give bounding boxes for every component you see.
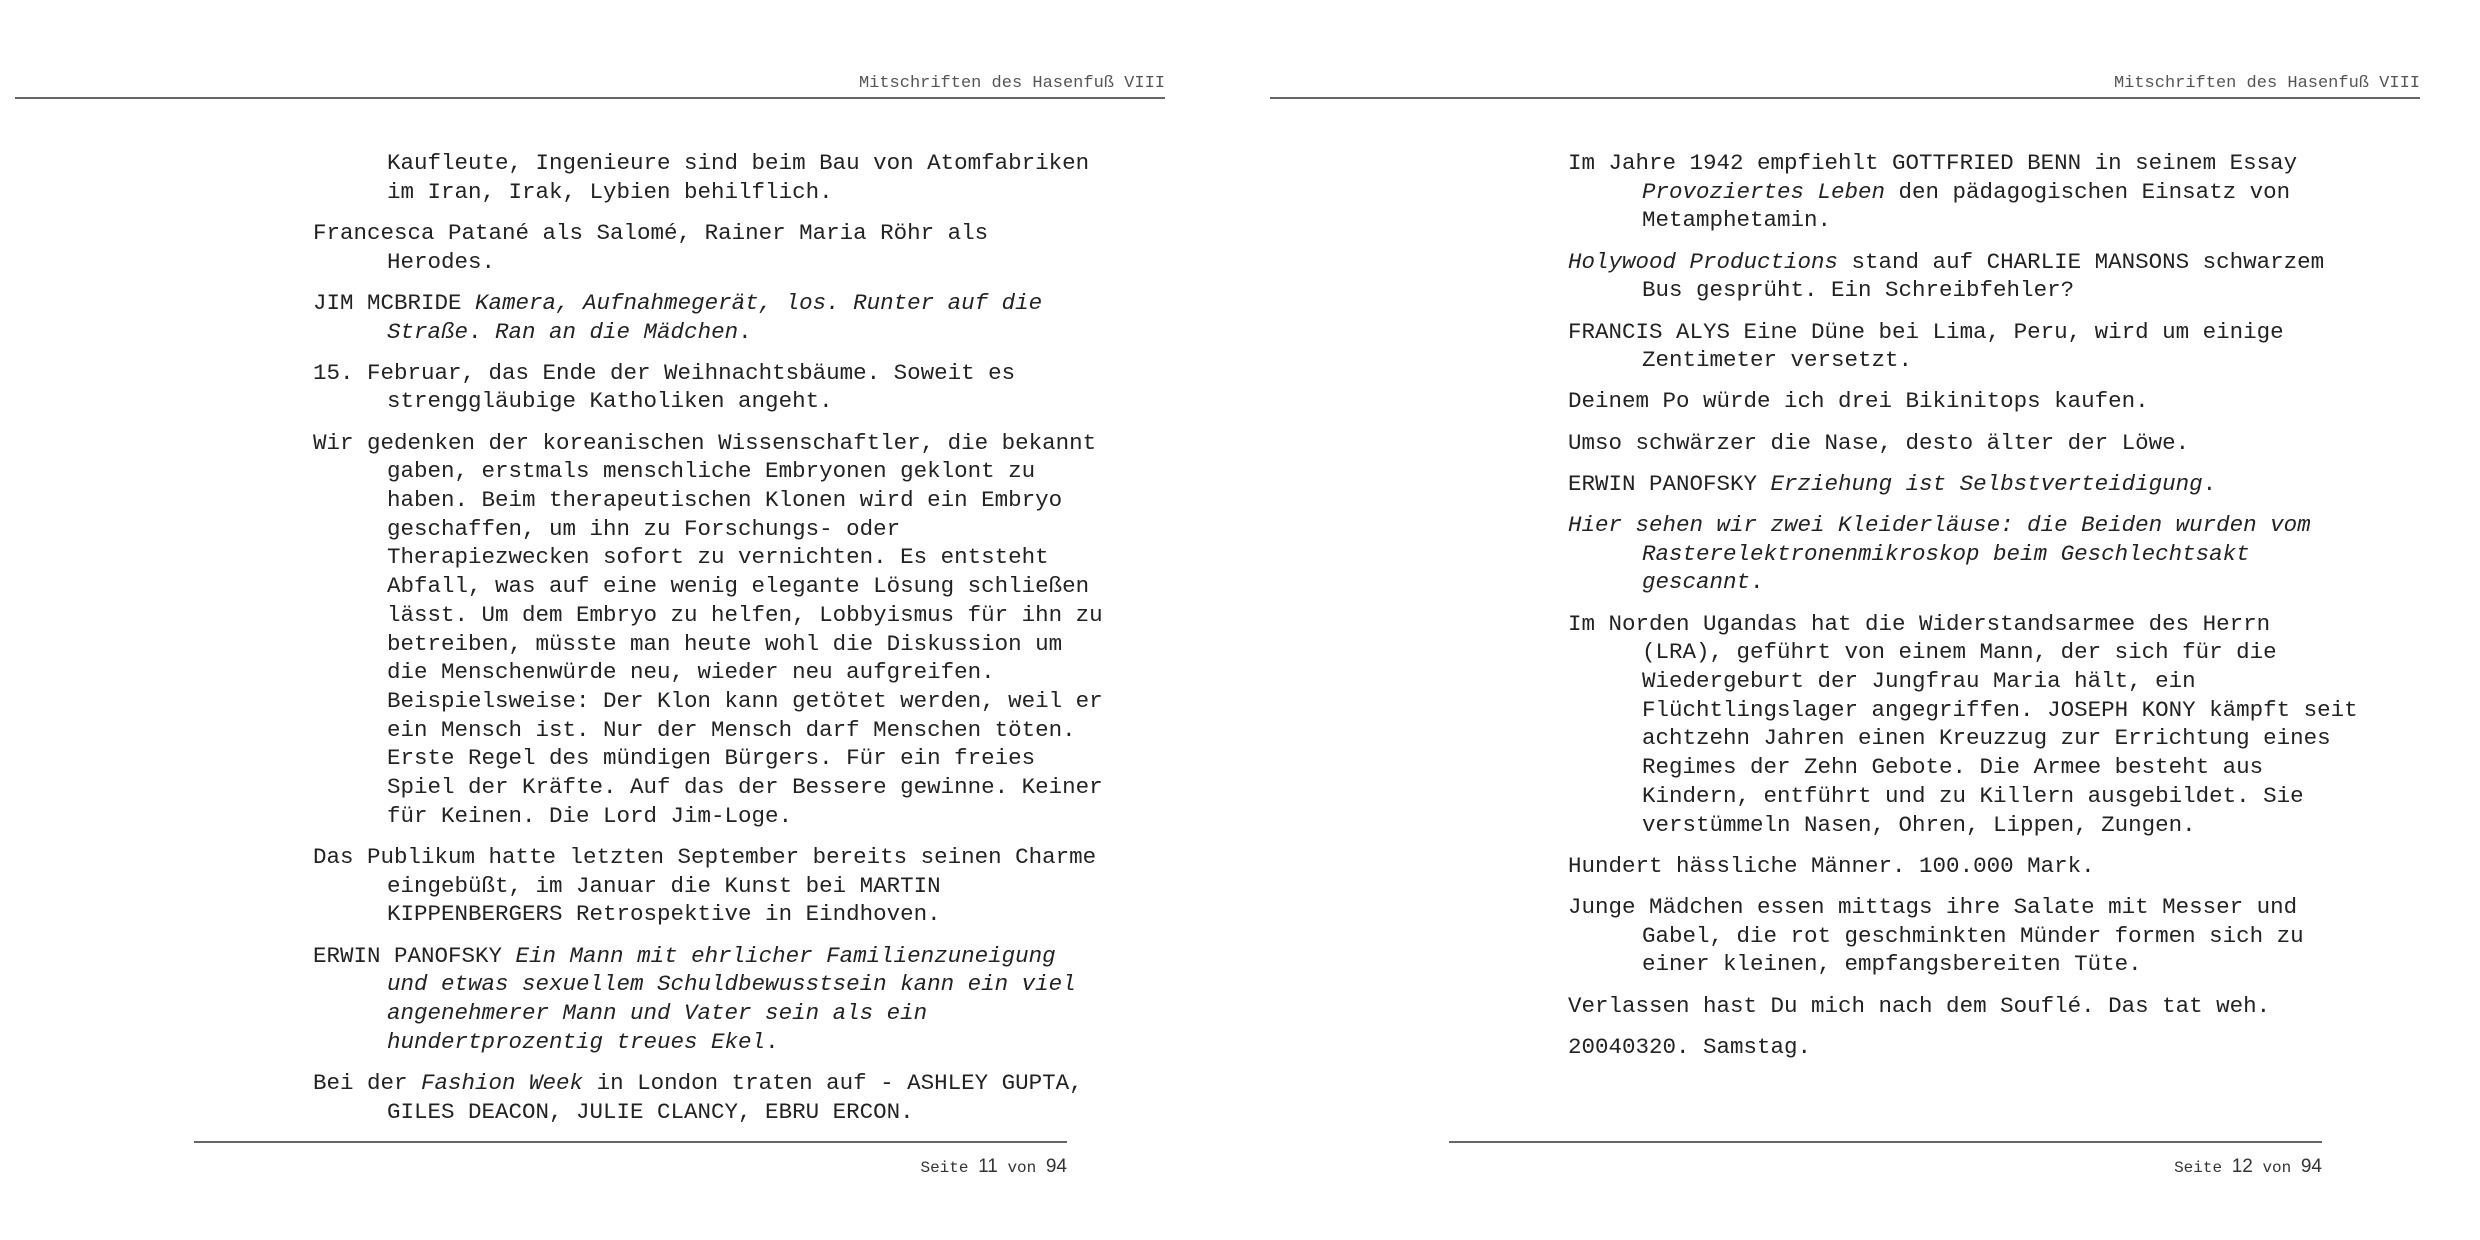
text-run: Francesca Patané als Salomé, Rainer Maria Röhr als Herodes. <box>313 219 989 275</box>
text-entry <box>1568 470 2358 499</box>
italic-text-run: Hier sehen wir zwei Kleiderläuse: die Beiden wurden vom Rasterelektronenmikroskop beim Geschlechtsakt gescannt <box>1568 512 2311 596</box>
text-run: . <box>738 318 752 345</box>
footer-von-label: von <box>1007 1159 1037 1177</box>
text-run: Junge Mädchen essen mittags ihre Salate mit Messer und Gabel, die rot geschminkten Münder formen sich zu einer kleinen, empfangsbereiten Tüte. <box>1568 893 2304 978</box>
footer-seite-label: Seite <box>920 1159 969 1177</box>
text-entry <box>1568 610 2358 840</box>
text-run: Das Publikum hatte letzten September bereits seinen Charme eingebüßt, im Januar die Kunst bei MARTIN KIPPENBERGERS Retrospektive in Eindhoven. <box>313 843 1097 928</box>
text-entry <box>1568 852 2358 881</box>
text-run: den pädagogischen Einsatz von Metamphetamin. <box>1642 178 2291 234</box>
text-run: JIM MCBRIDE <box>313 289 476 316</box>
page-number: 12 <box>2231 1156 2253 1177</box>
text-entry <box>313 219 1103 276</box>
text-run: FRANCIS ALYS Eine Düne bei Lima, Peru, wird um einige Zentimeter versetzt. <box>1568 318 2284 374</box>
italic-text-run: Ran an die Mädchen <box>495 318 739 345</box>
text-run: Kaufleute, Ingenieure sind beim Bau von Atomfabriken im Iran, Irak, Lybien behilflich. <box>387 150 1090 205</box>
text-run: . <box>2202 470 2217 497</box>
text-run: . <box>468 318 496 345</box>
text-run: Verlassen hast Du mich nach dem Souflé. Das tat weh. <box>1568 992 2271 1019</box>
text-entry <box>313 843 1103 929</box>
text-entry <box>313 429 1103 831</box>
right-page <box>1255 0 2480 1240</box>
text-entry <box>1568 318 2358 375</box>
italic-text-run: Kamera, Aufnahmegerät, los. Runter auf die Straße <box>387 289 1043 345</box>
page-number: 11 <box>978 1156 998 1177</box>
text-entry <box>1568 429 2358 458</box>
text-entry <box>1568 248 2358 305</box>
text-entry <box>1568 511 2358 597</box>
text-run: 15. Februar, das Ende der Weihnachtsbäume. Soweit es strenggläubige Katholiken angeht. <box>313 359 1016 415</box>
page-body <box>313 149 1103 1139</box>
text-run: Bei der <box>313 1069 422 1096</box>
text-run: . <box>765 1028 779 1055</box>
page-footer <box>2174 1156 2322 1178</box>
footer-rule <box>194 1141 1067 1143</box>
footer-rule <box>1449 1141 2322 1143</box>
page-footer <box>920 1156 1067 1178</box>
italic-text-run: Erziehung ist Selbstverteidigung <box>1770 470 2203 497</box>
text-entry <box>1568 893 2358 979</box>
text-run: Umso schwärzer die Nase, desto älter der Löwe. <box>1568 429 2190 456</box>
italic-text-run: Holywood Productions <box>1568 248 1839 275</box>
running-header: Mitschriften des Hasenfuß VIII <box>2113 74 2420 93</box>
text-run: ERWIN PANOFSKY <box>1568 470 1771 497</box>
text-run: Wir gedenken der koreanischen Wissenschaftler, die bekannt gaben, erstmals menschliche Embryonen geklont zu haben. Beim therapeutischen Klonen wird ein Embryo geschaffen, um ihn zu Forschungs- oder Therapiezwecken sofort zu vernichten. Es entsteht Abfall, was auf eine wenig elegante Lösung schließen lässt. Um dem Embryo zu helfen, Lobbyismus für ihn zu betreiben, müsste man heute wohl die Diskussion um die Menschenwürde neu, wieder neu aufgreifen. Beispielsweise: Der Klon kann getötet werden, weil er ein Mensch ist. Nur der Mensch darf Menschen töten. Erste Regel des mündigen Bürgers. Für ein freies Spiel der Kräfte. Auf das der Bessere gewinne. Keiner für Keinen. Die Lord Jim-Loge. <box>313 429 1103 829</box>
footer-von-label: von <box>2262 1159 2292 1177</box>
header-rule <box>1270 97 2420 99</box>
text-run: ERWIN PANOFSKY <box>313 942 516 969</box>
footer-seite-label: Seite <box>2174 1159 2223 1177</box>
text-entry <box>1568 387 2358 416</box>
page-total: 94 <box>2300 1156 2322 1177</box>
text-entry <box>1568 1033 2358 1062</box>
text-run: Im Jahre 1942 empfiehlt GOTTFRIED BENN in seinem Essay <box>1568 150 2298 176</box>
text-run: in London traten auf - ASHLEY GUPTA, GILES DEACON, JULIE CLANCY, EBRU ERCON. <box>387 1069 1083 1125</box>
text-entry <box>1568 149 2358 235</box>
text-entry <box>313 1069 1103 1126</box>
text-run: Hundert hässliche Männer. 100.000 Mark. <box>1568 852 2095 879</box>
text-entry <box>387 149 1103 206</box>
text-run: Deinem Po würde ich drei Bikinitops kaufen. <box>1568 388 2149 415</box>
header-rule <box>15 97 1165 99</box>
page-body <box>1568 149 2358 1074</box>
text-run: Im Norden Ugandas hat die Widerstandsarmee des Herrn (LRA), geführt von einem Mann, der sich für die Wiedergeburt der Jungfrau Maria hält, ein Flüchtlingslager angegriffen. JOSEPH KONY kämpft seit achtzehn Jahren einen Kreuzzug zur Errichtung eines Regimes der Zehn Gebote. Die Armee besteht aus Kindern, entführt und zu Killern ausgebildet. Sie verstümmeln Nasen, Ohren, Lippen, Zungen. <box>1568 610 2358 838</box>
italic-text-run: Ein Mann mit ehrlicher Familienzuneigung und etwas sexuellem Schuldbewusstsein kann ein viel angenehmerer Mann und Vater sein als ein hundertprozentig treues Ekel <box>387 942 1076 1055</box>
text-run: 20040320. Samstag. <box>1568 1033 1812 1060</box>
text-entry <box>1568 992 2358 1021</box>
text-entry <box>313 359 1103 416</box>
running-header: Mitschriften des Hasenfuß VIII <box>858 74 1165 93</box>
italic-text-run: Provoziertes Leben <box>1642 178 1886 205</box>
text-entry <box>313 942 1103 1057</box>
page-total: 94 <box>1045 1156 1067 1177</box>
text-run: . <box>1750 569 1764 596</box>
text-entry <box>313 289 1103 346</box>
italic-text-run: Fashion Week <box>421 1069 584 1096</box>
text-run: stand auf CHARLIE MANSONS schwarzem Bus gesprüht. Ein Schreibfehler? <box>1642 248 2325 304</box>
